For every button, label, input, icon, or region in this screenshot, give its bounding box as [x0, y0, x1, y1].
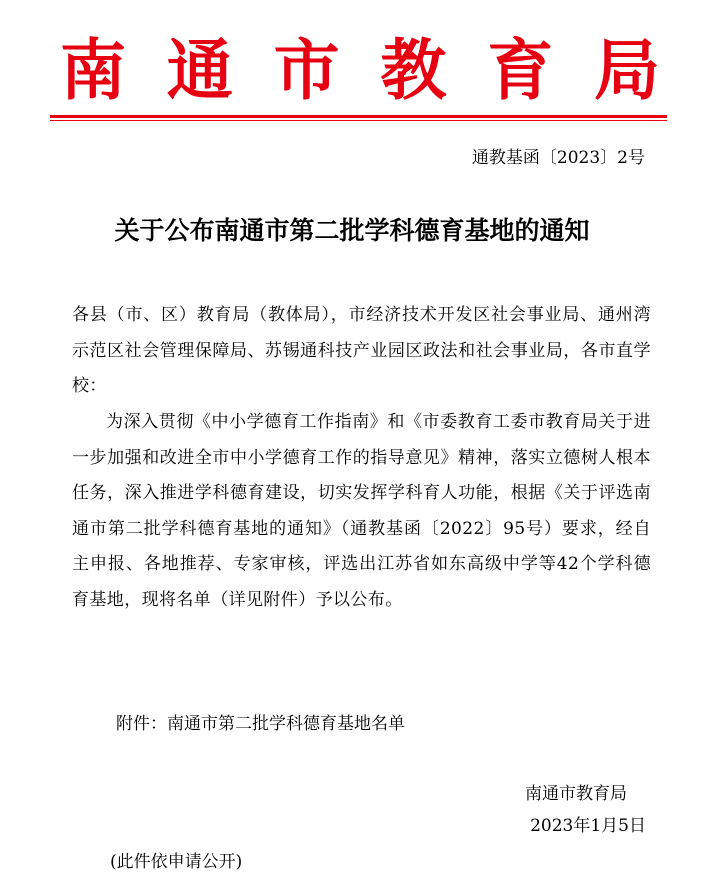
recipients-paragraph: 各县（市、区）教育局（教体局），市经济技术开发区社会事业局、通州湾示范区社会管理保障局、苏锡通科技产业园区政法和社会事业局，各市直学校： — [72, 305, 651, 396]
masthead-char: 市 — [273, 31, 340, 109]
masthead-char: 教 — [380, 31, 447, 109]
signature-date: 2023年1月5日 — [530, 816, 646, 836]
masthead-char: 育 — [487, 31, 554, 109]
masthead-char: 通 — [166, 31, 233, 109]
masthead-char: 南 — [60, 31, 126, 109]
attachment-line: 附件：南通市第二批学科德育基地名单 — [116, 714, 405, 734]
masthead-char: 局 — [593, 31, 660, 109]
document-title: 关于公布南通市第二批学科德育基地的通知 — [114, 216, 590, 245]
document-number: 通教基函〔2023〕2号 — [471, 148, 645, 168]
signature-organization: 南通市教育局 — [525, 784, 627, 804]
masthead-divider-thick — [50, 115, 667, 118]
disclosure-note: (此件依申请公开) — [110, 852, 243, 872]
masthead — [60, 30, 660, 110]
body-paragraph: 为深入贯彻《中小学德育工作指南》和《市委教育工委市教育局关于进一步加强和改进全市中小学德育工作的指导意见》精神，落实立德树人根本任务，深入推进学科德育建设，切实发挥学科育人功能，根据《关于评选南通市第二批学科德育基地的通知》（通教基函〔2022〕95号）要求，经自主申报、各地推荐、专家审核，评选出江苏省如东高级中学等42个学科德育基地，现将名单（详见附件）予以公布。 — [72, 412, 651, 610]
masthead-divider-thin — [50, 120, 667, 121]
